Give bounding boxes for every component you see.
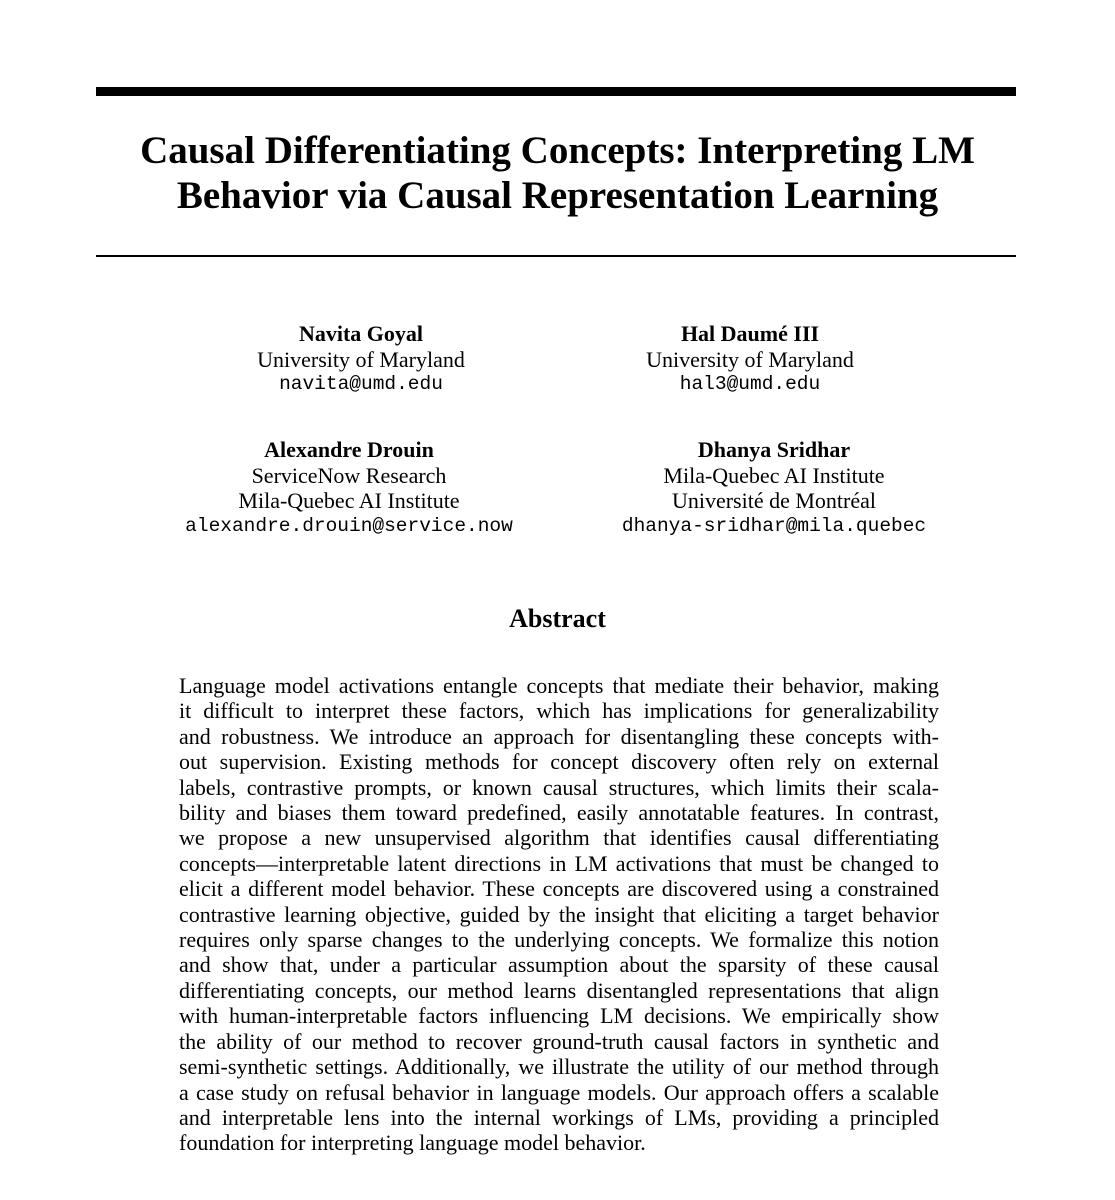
author-affiliation: ServiceNow Research xyxy=(251,462,447,488)
abstract-line: and show that, under a particular assumption about the sparsity of these causal xyxy=(179,952,939,978)
abstract-line: with human-interpretable factors influencing LM decisions. We empirically show xyxy=(179,1003,939,1029)
abstract-line: contrastive learning objective, guided by the insight that eliciting a target behavior xyxy=(179,901,939,927)
abstract-line: and robustness. We introduce an approach for disentangling these concepts with- xyxy=(179,723,939,749)
author-affiliation: Mila-Quebec AI Institute xyxy=(663,462,885,488)
abstract-line: labels, contrastive prompts, or known causal structures, which limits their scala- xyxy=(179,774,939,800)
abstract-line: elicit a different model behavior. These concepts are discovered using a constrained xyxy=(179,876,939,902)
paper-title-line-2: Behavior via Causal Representation Learning xyxy=(176,174,939,217)
author-affiliation: University of Maryland xyxy=(257,346,465,372)
author-block-alexandre-drouin xyxy=(149,437,549,539)
author-email: alexandre.drouin@service.now xyxy=(185,514,513,537)
abstract-line: a case study on refusal behavior in language models. Our approach offers a scalable xyxy=(179,1079,939,1105)
author-affiliation: Mila-Quebec AI Institute xyxy=(238,488,460,513)
abstract-heading: Abstract xyxy=(509,604,606,633)
author-email: hal3@umd.edu xyxy=(679,373,821,395)
abstract-line: foundation for interpreting language model behavior. xyxy=(179,1130,646,1156)
author-name: Dhanya Sridhar xyxy=(697,437,851,462)
author-affiliation: University of Maryland xyxy=(646,346,854,372)
author-block-hal-daume xyxy=(550,321,950,398)
title-top-rule xyxy=(96,87,1016,96)
abstract-line: bility and biases them toward predefined, easily annotatable features. In contrast, xyxy=(179,800,939,826)
author-block-dhanya-sridhar xyxy=(574,437,974,539)
author-name: Alexandre Drouin xyxy=(264,437,434,462)
abstract-line: differentiating concepts, our method learns disentangled representations that align xyxy=(179,977,939,1003)
abstract-line: we propose a new unsupervised algorithm that identifies causal differentiating xyxy=(179,825,939,851)
abstract-line: and interpretable lens into the internal workings of LMs, providing a principled xyxy=(179,1104,939,1130)
paper-title-line-1: Causal Differentiating Concepts: Interpreting LM xyxy=(140,129,975,172)
abstract-line: requires only sparse changes to the underlying concepts. We formalize this notion xyxy=(179,927,939,953)
author-block-navita-goyal xyxy=(161,321,561,398)
abstract-line: semi-synthetic settings. Additionally, we illustrate the utility of our method through xyxy=(179,1054,939,1080)
author-email: navita@umd.edu xyxy=(279,373,443,395)
author-email: dhanya-sridhar@mila.quebec xyxy=(621,514,927,537)
abstract-line: Language model activations entangle concepts that mediate their behavior, making xyxy=(179,673,939,698)
abstract-line: the ability of our method to recover ground-truth causal factors in synthetic and xyxy=(179,1028,939,1054)
paper-title xyxy=(60,128,1055,218)
author-name: Navita Goyal xyxy=(298,321,424,346)
abstract-body xyxy=(179,673,939,1156)
author-affiliation: Université de Montréal xyxy=(671,488,877,513)
author-name: Hal Daumé III xyxy=(680,321,820,346)
abstract-line: concepts—interpretable latent directions in LM activations that must be changed to xyxy=(179,850,939,876)
abstract-line: out supervision. Existing methods for concept discovery often rely on external xyxy=(179,749,939,775)
abstract-line: it difficult to interpret these factors, which has implications for generalizability xyxy=(179,698,939,724)
title-bottom-rule xyxy=(96,255,1016,257)
